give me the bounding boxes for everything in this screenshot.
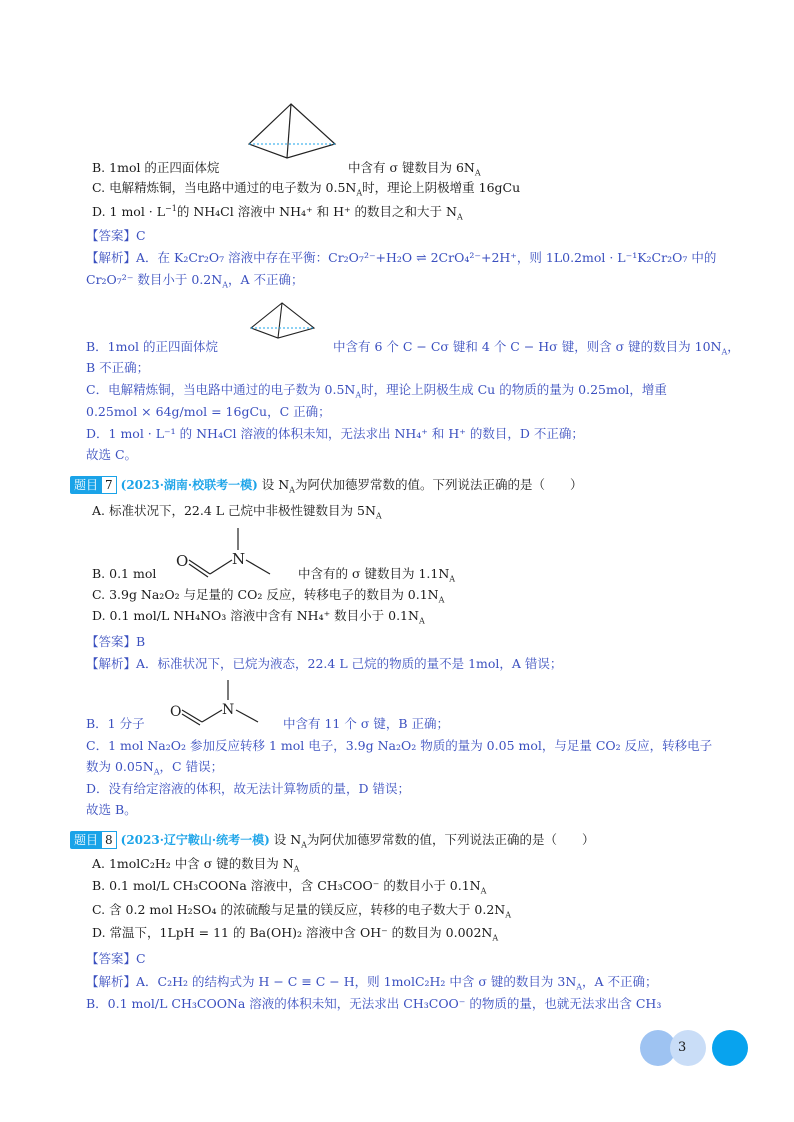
q7-analysis-4: 数为 $0.05N_A$，C 错误； xyxy=(86,759,224,777)
q7-analysis-5: D．没有给定溶液的体积，故无法计算物质的量，D 错误； xyxy=(86,781,411,796)
page-decoration-circle xyxy=(712,1030,748,1066)
q8-option-a: A. 1molC₂H₂ 中含 σ 键的数目为 $N_A$ xyxy=(92,856,300,874)
q8-option-b: B. 0.1 mol/L CH₃COONa 溶液中，含 CH₃COO⁻ 的数目小于 $0.1N_A$ xyxy=(92,878,487,896)
analysis-line-2: Cr₂O₇²⁻ 数目小于 $0.2N_A$，A 不正确； xyxy=(86,272,304,290)
svg-text:O: O xyxy=(170,704,182,720)
q8-analysis-2: B．0.1 mol/L CH₃COONa 溶液的体积未知，无法求出 CH₃COO⁻ 的物质的量，也就无法求出含 CH₃ xyxy=(86,996,662,1011)
q8-analysis-1: 【解析】A．C₂H₂ 的结构式为 H − C ≡ C − H，则 1molC₂H₂ 中含 σ 键的数目为 $3N_A$，A 不正确； xyxy=(86,974,658,992)
option-c: C. 电解精炼铜，当电路中通过的电子数为 $0.5N_A$时，理论上阴极增重 16gCu xyxy=(92,180,521,198)
analysis-line-3: B．1mol 的正四面体烷 xyxy=(86,339,218,354)
q7-analysis-2: B．1 分子 xyxy=(86,716,145,731)
q7-option-d: D. 0.1 mol/L NH₄NO₃ 溶液中含有 NH₄⁺ 数目小于 $0.1N_A$ xyxy=(92,608,425,626)
analysis-line-8: 故选 C。 xyxy=(86,447,138,462)
question-number: 7 xyxy=(101,476,117,494)
q7-option-c: C. 3.9g Na₂O₂ 与足量的 CO₂ 反应，转移电子的数目为 $0.1N_A$ xyxy=(92,587,445,605)
q7-analysis-6: 故选 B。 xyxy=(86,802,137,817)
question-tag: 题目 xyxy=(70,831,102,849)
question-source: (2023·辽宁鞍山·统考一模) xyxy=(120,833,270,847)
q8-option-c: C. 含 0.2 mol H₂SO₄ 的浓硫酸与足量的镁反应，转移的电子数大于 $0.2N_A$ xyxy=(92,902,512,920)
q7-analysis-1: 【解析】A．标准状况下，已烷为液态，22.4 L 己烷的物质的量不是 1mol，A 错误； xyxy=(86,656,563,671)
q7-option-b-tail: 中含有的 σ 键数目为 $1.1N_A$ xyxy=(298,566,456,584)
nitrogen-label: N xyxy=(232,550,246,568)
q7-analysis-3: C．1 mol Na₂O₂ 参加反应转移 1 mol 电子，3.9g Na₂O₂ 物质的量为 0.05 mol，与足量 CO₂ 反应，转移电子 xyxy=(86,738,713,753)
q7-option-b: B. 0.1 mol xyxy=(92,566,157,581)
q7-option-a: A. 标准状况下，22.4 L 己烷中非极性键数目为 $5N_A$ xyxy=(92,503,382,521)
question-source: (2023·湖南·校联考一模) xyxy=(120,478,258,492)
q7-analysis-2-tail: 中含有 11 个 σ 键，B 正确； xyxy=(283,716,449,731)
analysis-line-3-tail: 中含有 6 个 C − Cσ 键和 4 个 C − Hσ 键，则含 σ 键的数目为 $10N_A$， xyxy=(333,339,740,357)
option-b-tail: 中含有 σ 键数目为 $6N_A$ xyxy=(348,160,481,178)
page-number: 3 xyxy=(678,1040,687,1055)
analysis-line-6: 0.25mol × 64g/mol = 16gCu，C 正确； xyxy=(86,404,331,419)
page-decoration-circle xyxy=(670,1030,706,1066)
question-8-header: 题目 8 (2023·辽宁鞍山·统考一模) 设 $N_A$为阿伏加德罗常数的值，下列说法正确的是（ ） xyxy=(70,831,594,854)
analysis-line-4: B 不正确； xyxy=(86,360,150,375)
answer-label: 【答案】C xyxy=(86,228,146,243)
question-7-header: 题目 7 (2023·湖南·校联考一模) 设 $N_A$为阿伏加德罗常数的值。下列说法正确的是（ ） xyxy=(70,476,582,499)
q8-option-d: D. 常温下，1LpH = 11 的 Ba(OH)₂ 溶液中含 OH⁻ 的数目为 $0.002N_A$ xyxy=(92,925,499,943)
tetrahedrane-small-icon xyxy=(248,300,318,342)
q8-answer: 【答案】C xyxy=(86,951,146,966)
question-number: 8 xyxy=(101,831,117,849)
svg-text:N: N xyxy=(222,702,235,718)
dmf-structure-small-icon xyxy=(168,676,268,728)
option-b: B. 1mol 的正四面体烷 xyxy=(92,160,220,175)
analysis-line-5: C．电解精炼铜，当电路中通过的电子数为 $0.5N_A$时，理论上阴极生成 Cu 的物质的量为 0.25mol，增重 xyxy=(86,382,667,400)
option-d: D. 1 mol · $L^{-1}$的 NH₄Cl 溶液中 NH₄⁺ 和 H⁺ 的数目之和大于 $N_A$ xyxy=(92,204,463,222)
question-tag: 题目 xyxy=(70,476,102,494)
q7-answer: 【答案】B xyxy=(86,634,146,649)
analysis-line-7: D．1 mol · L⁻¹ 的 NH₄Cl 溶液的体积未知，无法求出 NH₄⁺ 和 H⁺ 的数目，D 不正确； xyxy=(86,426,584,441)
oxygen-label: O xyxy=(176,552,189,570)
dmf-structure-icon xyxy=(172,522,282,582)
tetrahedrane-structure-icon xyxy=(245,100,340,162)
analysis-line-1: 【解析】A．在 K₂Cr₂O₇ 溶液中存在平衡：Cr₂O₇²⁻+H₂O ⇌ 2CrO₄²⁻+2H⁺，则 1L0.2mol · L⁻¹K₂Cr₂O₇ 中的 xyxy=(86,250,717,265)
